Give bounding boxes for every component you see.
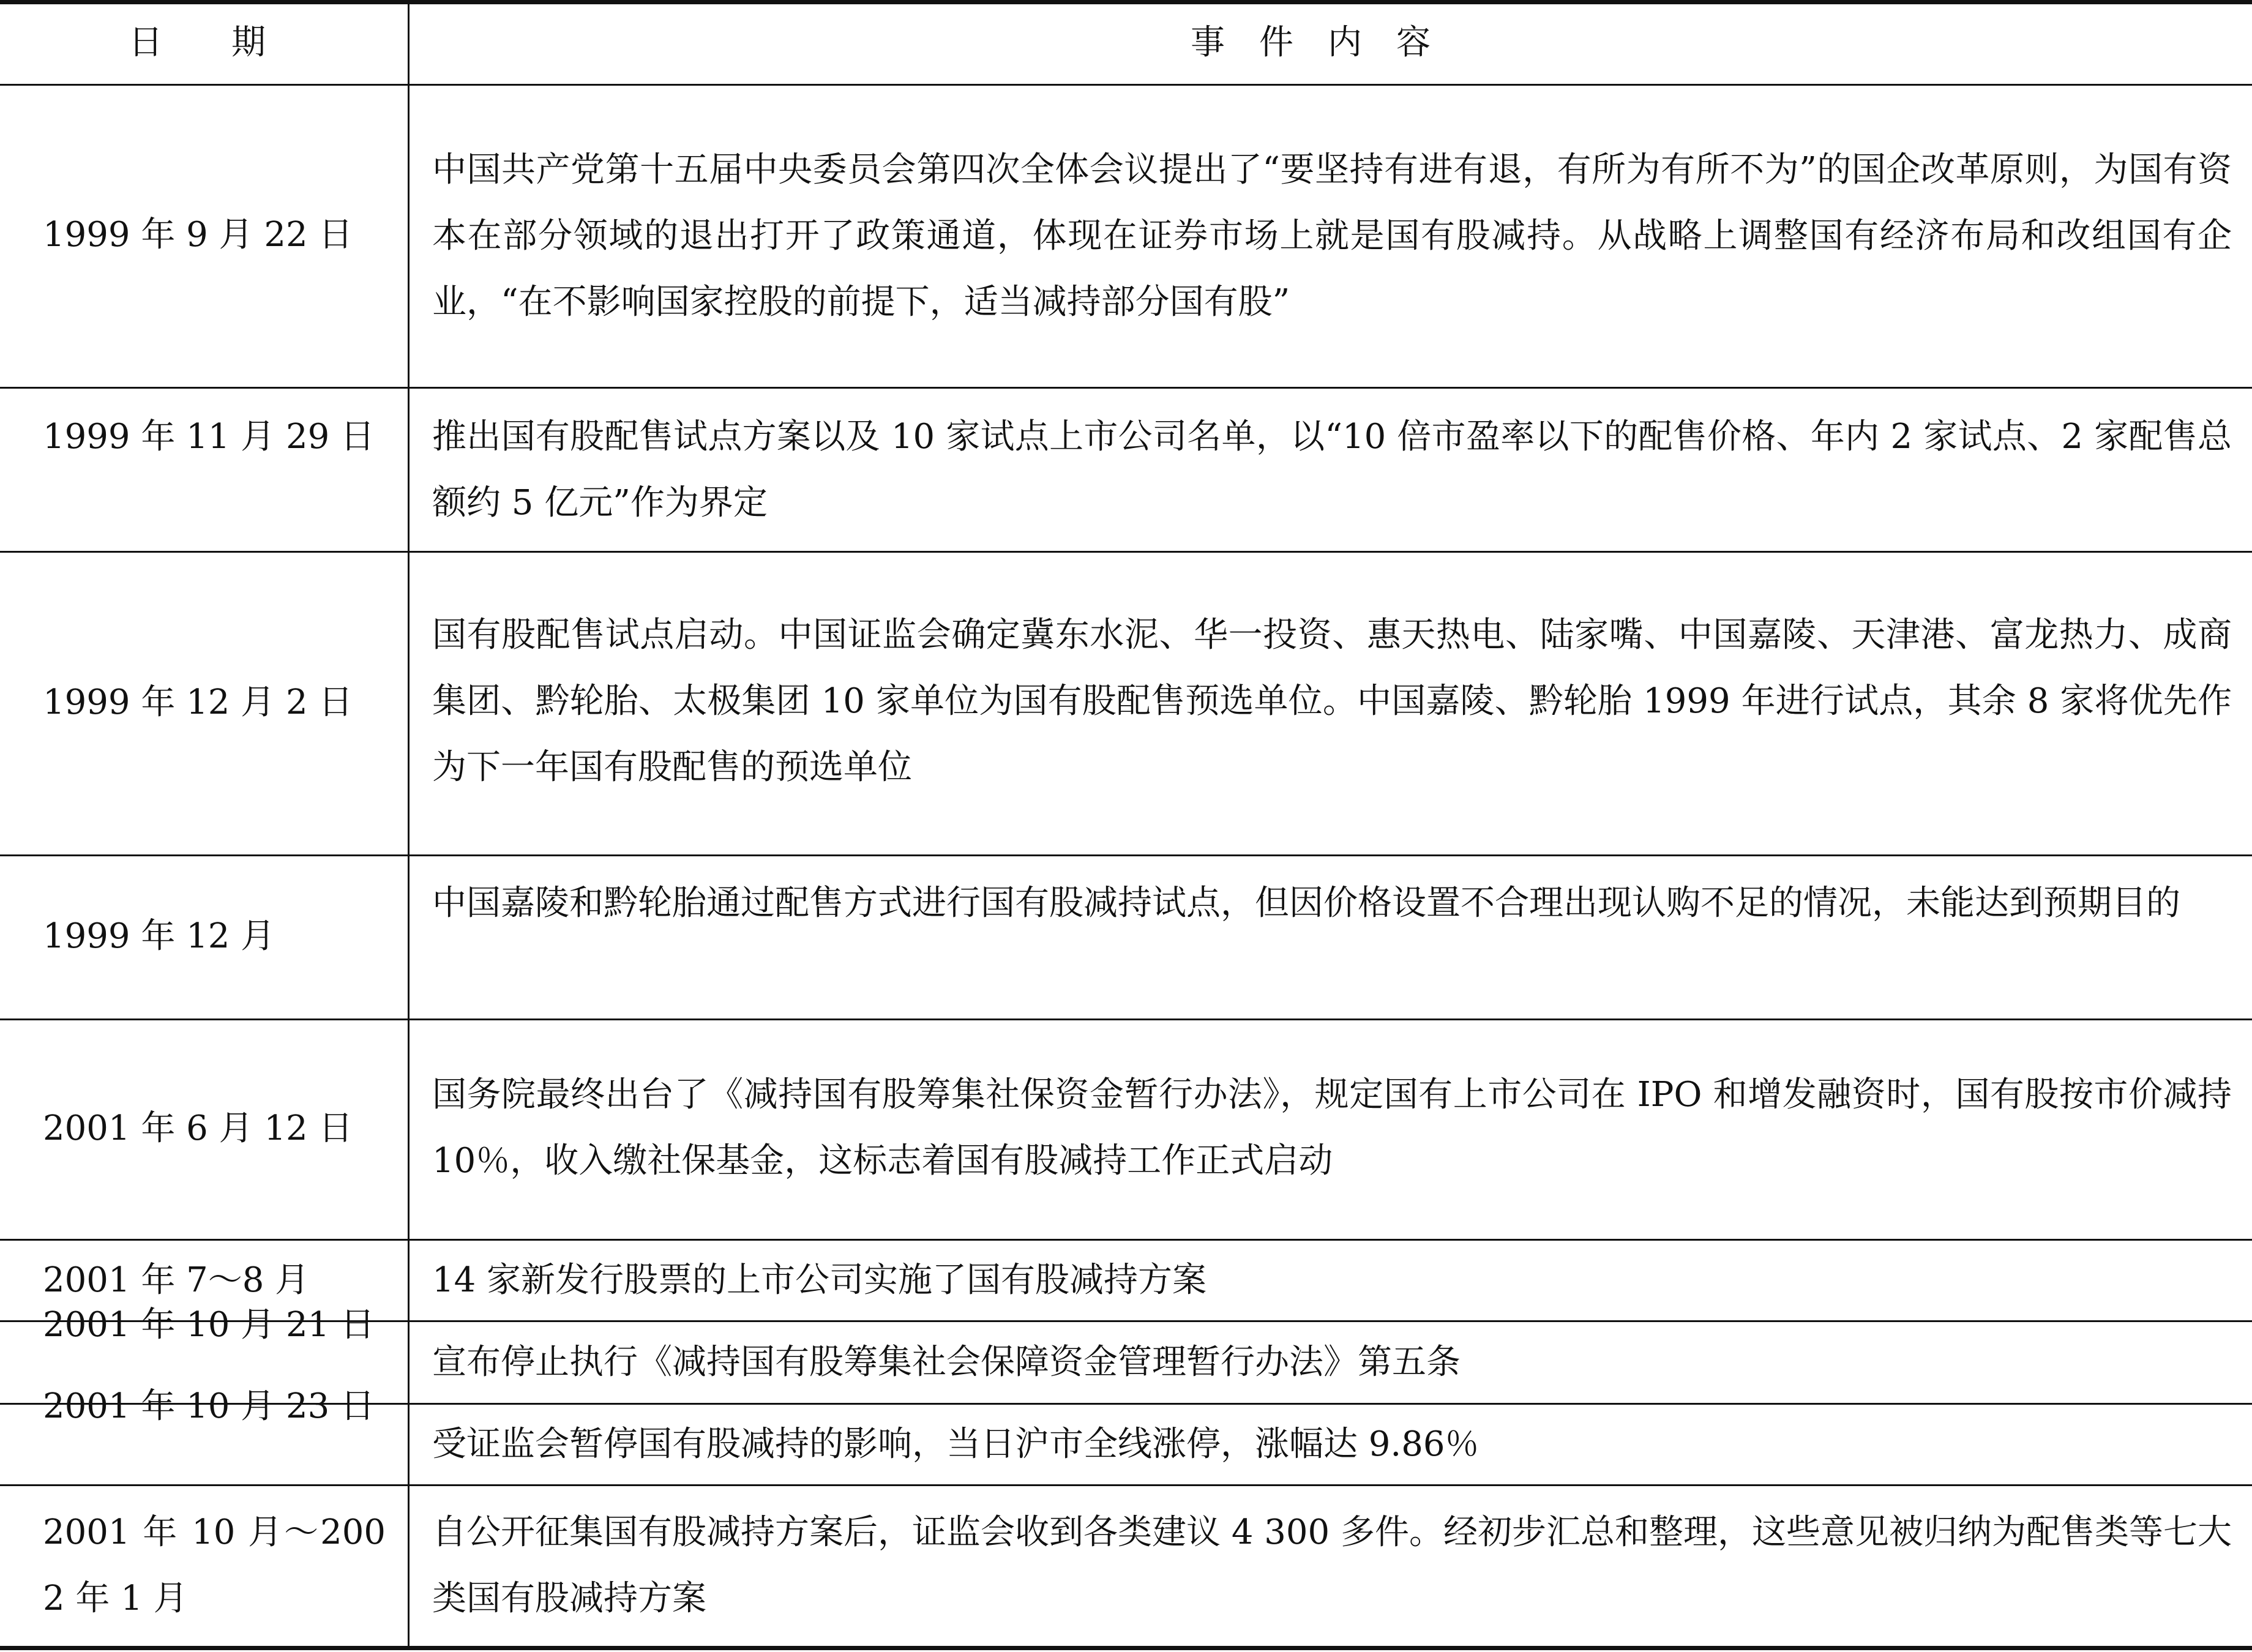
row-date: 1999 年 9 月 22 日 [43, 215, 353, 255]
row-rule [0, 551, 2252, 553]
column-divider [408, 4, 410, 1646]
row-date: 2001 年 6 月 12 日 [43, 1108, 353, 1148]
row-date: 2001 年 10 月 21 日 [43, 1305, 375, 1345]
row-rule [0, 854, 2252, 856]
table-bottom-rule [0, 1646, 2252, 1650]
row-rule [0, 1239, 2252, 1241]
table-top-rule [0, 0, 2252, 4]
row-content: 国务院最终出台了《减持国有股筹集社保资金暂行办法》，规定国有上市公司在 IPO 和增发融资时，国有股按市价减持 10％，收入缴社保基金，这标志着国有股减持工作正式启动 [432, 1075, 2232, 1181]
row-content: 14 家新发行股票的上市公司实施了国有股减持方案 [432, 1260, 1207, 1300]
row-date: 2001 年 10 月 23 日 [43, 1386, 375, 1426]
row-content: 自公开征集国有股减持方案后，证监会收到各类建议 4 300 多件。经初步汇总和整理，这些意见被归纳为配售类等七大类国有股减持方案 [432, 1512, 2232, 1618]
row-rule [0, 1018, 2252, 1020]
row-date: 1999 年 12 月 2 日 [43, 682, 353, 722]
row-date: 1999 年 12 月 [43, 916, 275, 956]
header-date: 日 期 [129, 23, 266, 62]
row-content: 国有股配售试点启动。中国证监会确定冀东水泥、华一投资、惠天热电、陆家嘴、中国嘉陵、天津港、富龙热力、成商集团、黔轮胎、太极集团 10 家单位为国有股配售预选单位。中国嘉陵、黔轮胎 1999 年进行试点，其余 8 家将优先作为下一年国有股配售的预选单位 [432, 615, 2232, 787]
row-content: 推出国有股配售试点方案以及 10 家试点上市公司名单，以“10 倍市盈率以下的配售价格、年内 2 家试点、2 家配售总额约 5 亿元”作为界定 [432, 417, 2232, 523]
row-content: 受证监会暂停国有股减持的影响，当日沪市全线涨停，涨幅达 9.86％ [432, 1424, 1480, 1464]
row-rule [0, 387, 2252, 389]
header-rule [0, 84, 2252, 86]
header-content: 事 件 内 容 [1191, 23, 1431, 62]
row-content: 宣布停止执行《减持国有股筹集社会保障资金管理暂行办法》第五条 [432, 1342, 1461, 1382]
row-date: 2001 年 7～8 月 [43, 1260, 310, 1300]
row-date: 2001 年 10 月～2002 年 1 月 [43, 1512, 386, 1618]
row-date: 1999 年 11 月 29 日 [43, 417, 375, 457]
row-content: 中国嘉陵和黔轮胎通过配售方式进行国有股减持试点，但因价格设置不合理出现认购不足的情况，未能达到预期目的 [432, 883, 2180, 923]
row-content: 中国共产党第十五届中央委员会第四次全体会议提出了“要坚持有进有退，有所为有所不为”的国企改革原则，为国有资本在部分领域的退出打开了政策通道，体现在证券市场上就是国有股减持。从战略上调整国有经济布局和改组国有企业，“在不影响国家控股的前提下，适当减持部分国有股” [432, 150, 2232, 322]
row-rule [0, 1484, 2252, 1486]
